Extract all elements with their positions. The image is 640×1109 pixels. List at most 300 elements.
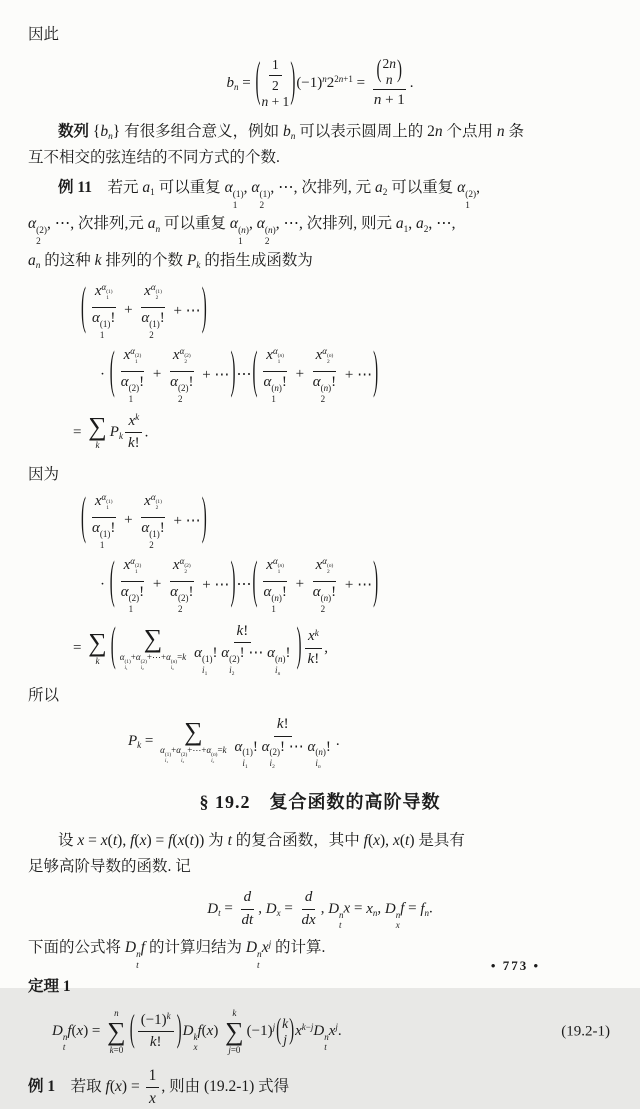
summation	[160, 716, 227, 765]
subscript	[424, 226, 429, 235]
scripted-token	[128, 413, 139, 429]
script-stack	[184, 563, 190, 575]
math-var: n	[274, 383, 279, 394]
math-var: D	[265, 900, 277, 917]
scripted-token	[147, 215, 161, 235]
subscript	[259, 201, 264, 212]
math-run: +	[171, 744, 177, 755]
subscript	[272, 765, 275, 770]
math-var: n	[136, 950, 141, 961]
scripted-token	[101, 281, 113, 302]
math-var: α	[101, 491, 107, 502]
subscript	[165, 758, 168, 764]
math-run: , ⋯,	[428, 215, 456, 233]
numerator	[269, 56, 282, 76]
math-run: !	[325, 738, 331, 755]
subscript	[271, 394, 276, 404]
math-run: 2	[184, 359, 188, 366]
scripted-token	[110, 424, 123, 440]
superscript	[202, 654, 213, 664]
scripted-token	[141, 520, 160, 550]
math-run: (2)	[184, 352, 191, 359]
math-var: k	[166, 1010, 171, 1021]
math-var: x	[100, 832, 108, 850]
subscript	[245, 765, 248, 770]
script-stack	[321, 593, 332, 614]
superscript	[130, 557, 141, 575]
fraction	[138, 492, 167, 550]
binomial-bottom	[283, 1032, 287, 1048]
paren-content	[383, 56, 397, 88]
math-run: !	[159, 310, 165, 327]
math-var: i	[124, 664, 126, 671]
math-var: n	[257, 950, 262, 961]
paren-group	[109, 346, 237, 404]
formula-genfun-b3	[73, 622, 612, 675]
paragraph-sequence-line1	[28, 119, 612, 145]
math-run: ),	[117, 832, 131, 850]
paragraph-setup-line1	[28, 828, 612, 854]
math-run: 2	[423, 224, 429, 235]
math-var: n	[267, 226, 273, 237]
math-var: x	[343, 900, 351, 917]
right-paren: )	[397, 57, 403, 85]
scripted-token	[266, 555, 284, 576]
math-run: !	[314, 650, 320, 667]
numerator	[234, 622, 252, 644]
math-var: t	[257, 961, 260, 972]
math-run: 1	[128, 393, 134, 404]
script-stack	[106, 499, 112, 511]
math-var: n	[389, 56, 397, 71]
binomial	[254, 56, 296, 110]
section-title: § 19.2 复合函数的高阶导数	[199, 792, 441, 813]
left-paren: (	[109, 345, 115, 401]
subscript	[150, 189, 155, 198]
fraction	[167, 556, 196, 614]
scripted-token	[92, 520, 111, 550]
math-run: 2	[177, 603, 183, 614]
math-run: 2	[36, 237, 41, 248]
paragraph-sequence-line2: 互不相交的弦连结的不同方式的个数.	[28, 148, 280, 166]
math-var: D	[182, 1023, 194, 1040]
scripted-token	[221, 645, 240, 677]
math-var: j	[272, 1022, 276, 1033]
subscript	[278, 359, 281, 365]
subscript	[181, 758, 184, 764]
superscript	[100, 319, 111, 329]
fraction	[118, 346, 147, 404]
sigma-glyph: ∑	[225, 1016, 244, 1046]
math-var: α	[234, 738, 243, 755]
scripted-token	[272, 555, 284, 576]
scripted-token	[263, 374, 282, 404]
math-run: !	[110, 310, 116, 327]
paragraph-example11-line2	[28, 211, 612, 247]
binomial-bottom	[386, 72, 393, 88]
sum-lower-limit	[160, 745, 226, 764]
right-paren: )	[373, 555, 379, 611]
fraction	[299, 888, 319, 930]
scripted-token	[295, 1023, 313, 1039]
math-run: 1	[150, 188, 155, 199]
numerator	[313, 346, 337, 372]
paren-content	[87, 492, 201, 550]
math-run: , ⋯,	[275, 215, 307, 233]
math-var: n	[212, 760, 215, 765]
fraction	[310, 346, 339, 404]
math-run: !	[139, 584, 145, 601]
math-var: α	[261, 738, 270, 755]
math-var: t	[324, 1042, 327, 1053]
math-var: k	[182, 651, 187, 662]
script-stack	[156, 499, 162, 511]
math-var: k	[314, 627, 319, 638]
math-run: 1	[271, 393, 276, 404]
scripted-token	[166, 651, 178, 672]
numerator	[263, 346, 287, 372]
superscript	[273, 347, 284, 365]
math-var: x	[177, 832, 185, 850]
scripted-token	[130, 555, 142, 576]
denominator	[269, 76, 282, 95]
math-run: (1)	[202, 654, 213, 665]
math-var: α	[130, 345, 135, 356]
scripted-token	[172, 555, 191, 576]
math-var: P	[109, 424, 119, 441]
fraction	[125, 412, 143, 454]
math-var: t	[189, 832, 194, 850]
math-run: ⋯	[236, 366, 252, 383]
math-var: P	[186, 251, 197, 269]
math-var: i	[275, 664, 278, 675]
math-run: )	[272, 226, 276, 237]
text-run: 排列的个数	[101, 251, 187, 269]
subscript	[125, 665, 128, 671]
denominator	[89, 518, 118, 550]
math-run: (2)	[180, 751, 188, 758]
scripted-token	[256, 215, 276, 248]
math-run: 1	[403, 224, 409, 235]
scripted-token	[312, 374, 332, 404]
text-so: 所以	[28, 687, 60, 705]
math-run: (−1)	[246, 1023, 273, 1040]
script-stack	[321, 383, 332, 404]
fraction	[269, 56, 282, 94]
math-var: α	[179, 555, 185, 566]
math-var: k	[149, 1034, 157, 1051]
math-run: =	[217, 744, 223, 755]
math-run: +	[291, 366, 308, 383]
math-run: (1)	[232, 189, 244, 200]
math-run: (	[172, 832, 178, 850]
scripted-token	[261, 738, 281, 770]
math-run: !	[139, 374, 145, 391]
math-var: n	[241, 226, 246, 237]
math-var: α	[166, 651, 171, 662]
subscript	[278, 672, 281, 677]
numerator	[373, 56, 407, 90]
script-stack	[238, 226, 249, 247]
subscript	[178, 394, 183, 404]
math-var: k	[301, 1022, 306, 1033]
scripted-token	[384, 900, 401, 930]
math-run: 1	[134, 569, 138, 576]
math-var: α	[263, 374, 272, 391]
right-paren: )	[201, 281, 207, 337]
math-run: (2)	[36, 226, 47, 237]
numerator	[313, 556, 337, 582]
math-run: 1	[128, 603, 134, 614]
subscript	[327, 569, 330, 575]
scripted-token	[160, 744, 172, 765]
math-run: (2)	[184, 562, 191, 569]
text-run: 有很多组合意义，例如	[124, 122, 283, 140]
subscript	[271, 604, 276, 614]
summation	[225, 1008, 244, 1056]
fraction	[239, 888, 257, 930]
math-var: n	[212, 751, 216, 758]
fraction	[89, 492, 118, 550]
math-var: α	[206, 744, 212, 755]
math-run: (2)	[134, 352, 142, 359]
scripted-token	[312, 584, 332, 614]
math-run: !	[243, 622, 249, 639]
paren-content	[87, 282, 201, 340]
scripted-token	[308, 628, 319, 644]
scripted-token	[207, 901, 220, 917]
math-var: D	[245, 939, 258, 957]
subscript	[184, 359, 187, 365]
math-var: f	[363, 832, 368, 850]
scripted-token	[94, 281, 113, 302]
math-var: α	[160, 744, 165, 755]
math-run: (1)	[149, 529, 160, 540]
math-run: }	[112, 122, 125, 140]
denominator	[299, 910, 319, 931]
math-var: α	[170, 584, 178, 601]
scripted-token	[211, 758, 214, 764]
math-run: (	[277, 562, 280, 569]
left-paren: (	[255, 55, 261, 108]
math-run: 2	[327, 359, 330, 366]
math-run: 1	[106, 505, 109, 512]
math-var: i	[229, 664, 232, 675]
sigma-glyph: ∑	[88, 412, 107, 442]
subscript	[465, 201, 470, 212]
scripted-token	[247, 1023, 275, 1039]
paren-content	[117, 622, 296, 675]
math-var: x	[94, 492, 102, 509]
math-run: 2	[177, 393, 183, 404]
numerator	[241, 888, 255, 910]
formula-genfun-b1	[80, 492, 612, 550]
math-run: + ⋯	[169, 303, 201, 320]
math-run: ·	[100, 366, 109, 383]
theorem-label: 定理 1	[28, 977, 71, 995]
subscript	[196, 262, 200, 271]
paren-content	[136, 1011, 176, 1053]
math-run: (	[320, 383, 324, 394]
math-run: 2	[184, 569, 188, 576]
subscript	[257, 961, 260, 972]
fraction	[371, 56, 408, 111]
math-var: f	[130, 832, 135, 850]
script-stack	[265, 226, 276, 247]
math-var: α	[179, 345, 185, 356]
math-var: D	[313, 1023, 325, 1040]
subscript	[218, 909, 221, 918]
math-run: !	[331, 584, 337, 601]
math-var: i	[202, 664, 205, 675]
math-var: x	[139, 832, 147, 850]
math-run: )	[328, 383, 332, 394]
text-run-bold: 例 11	[58, 178, 93, 196]
math-run: 1	[244, 763, 248, 770]
math-run: (	[109, 1077, 116, 1095]
equation-number: (19.2-1)	[561, 1023, 610, 1040]
subscript	[291, 133, 296, 142]
right-paren: )	[230, 345, 236, 401]
math-var: α	[457, 178, 466, 196]
math-run: (	[264, 226, 268, 237]
math-run: 2	[320, 603, 326, 614]
script-stack	[178, 593, 189, 614]
scripted-token	[135, 651, 147, 672]
math-run: 2	[182, 760, 185, 765]
math-var: k	[135, 411, 140, 422]
math-run: !	[110, 520, 116, 537]
scripted-token	[366, 901, 377, 917]
math-var: α	[141, 310, 150, 327]
superscript	[265, 226, 276, 237]
math-var: x	[172, 556, 180, 573]
math-run: (2)	[465, 189, 477, 200]
math-run: =	[84, 832, 101, 850]
math-var: n	[317, 763, 321, 770]
fraction	[260, 346, 289, 404]
paren-group	[110, 622, 303, 675]
scripted-token	[176, 744, 188, 765]
math-var: n	[424, 907, 430, 918]
math-run: 1	[106, 295, 109, 302]
math-run: =	[238, 74, 255, 91]
script-stack	[275, 654, 286, 675]
math-run: +	[120, 512, 137, 529]
math-run: , ⋯,	[46, 215, 78, 233]
math-var: k	[236, 622, 244, 639]
scripted-token	[322, 555, 334, 576]
text-run: 为	[208, 832, 228, 850]
paren-content	[258, 346, 372, 404]
math-run: 1	[99, 539, 105, 550]
fraction	[167, 346, 196, 404]
script-stack	[135, 563, 141, 575]
math-run: (	[271, 383, 275, 394]
math-run: (2)	[128, 383, 140, 394]
scripted-token	[234, 738, 253, 770]
superscript	[129, 593, 140, 603]
superscript	[465, 190, 476, 201]
math-run: !	[134, 435, 140, 452]
math-run: ,	[476, 178, 480, 196]
scripted-token	[186, 251, 201, 272]
denominator	[191, 643, 293, 675]
subscript	[141, 665, 144, 671]
binomial-stack	[261, 56, 289, 110]
scripted-token	[119, 651, 131, 672]
paragraph-setup-line2: 足够高阶导数的函数. 记	[28, 858, 191, 876]
math-run: 2	[272, 763, 275, 770]
numerator	[121, 556, 145, 582]
formula-genfun-b2	[100, 556, 612, 614]
math-run: ⋯	[236, 576, 252, 593]
numerator	[170, 556, 194, 582]
math-run: ,	[258, 900, 266, 917]
numerator	[274, 715, 292, 737]
math-var: n	[35, 261, 41, 272]
script-stack	[259, 190, 270, 211]
math-run: 2	[155, 295, 159, 302]
script-stack	[278, 353, 284, 365]
scripted-token	[251, 178, 271, 211]
math-run: +	[291, 576, 308, 593]
math-var: n	[108, 132, 113, 143]
subscript	[129, 394, 134, 404]
subscript	[135, 359, 138, 365]
math-var: x	[76, 1023, 84, 1040]
math-run: 1	[204, 670, 208, 677]
math-run: )	[282, 562, 284, 569]
superscript	[102, 493, 113, 511]
math-var: dx	[301, 911, 316, 928]
scripted-token	[182, 1023, 198, 1053]
scripted-token	[125, 665, 128, 671]
fraction	[138, 1011, 174, 1053]
math-run: ,	[161, 1077, 170, 1095]
math-var: α	[92, 520, 100, 537]
text-run: 设	[58, 832, 78, 850]
formula-theorem	[52, 1008, 612, 1056]
paren-group	[109, 556, 237, 614]
math-run: ,	[243, 178, 252, 196]
math-var: i	[211, 758, 213, 765]
scripted-token	[150, 491, 162, 512]
script-stack	[242, 747, 253, 768]
math-var: α	[28, 215, 37, 233]
math-var: α	[194, 645, 203, 662]
math-var: α	[120, 374, 129, 391]
superscript	[322, 557, 333, 575]
math-var: n	[385, 72, 393, 88]
superscript	[259, 190, 270, 201]
math-var: f	[197, 1023, 202, 1040]
scripted-token	[28, 251, 41, 272]
script-stack	[149, 319, 160, 340]
subscript	[238, 237, 243, 248]
math-var: i	[269, 757, 273, 768]
math-var: t	[62, 1042, 66, 1053]
math-run: +1	[343, 73, 353, 84]
denominator	[89, 308, 118, 340]
superscript	[229, 654, 240, 664]
math-run: 2	[142, 667, 144, 672]
math-run: =	[73, 639, 86, 656]
subscript	[232, 672, 235, 677]
math-run: )	[215, 751, 218, 758]
text-run: 可以重复	[387, 178, 458, 196]
math-var: i	[180, 758, 183, 765]
